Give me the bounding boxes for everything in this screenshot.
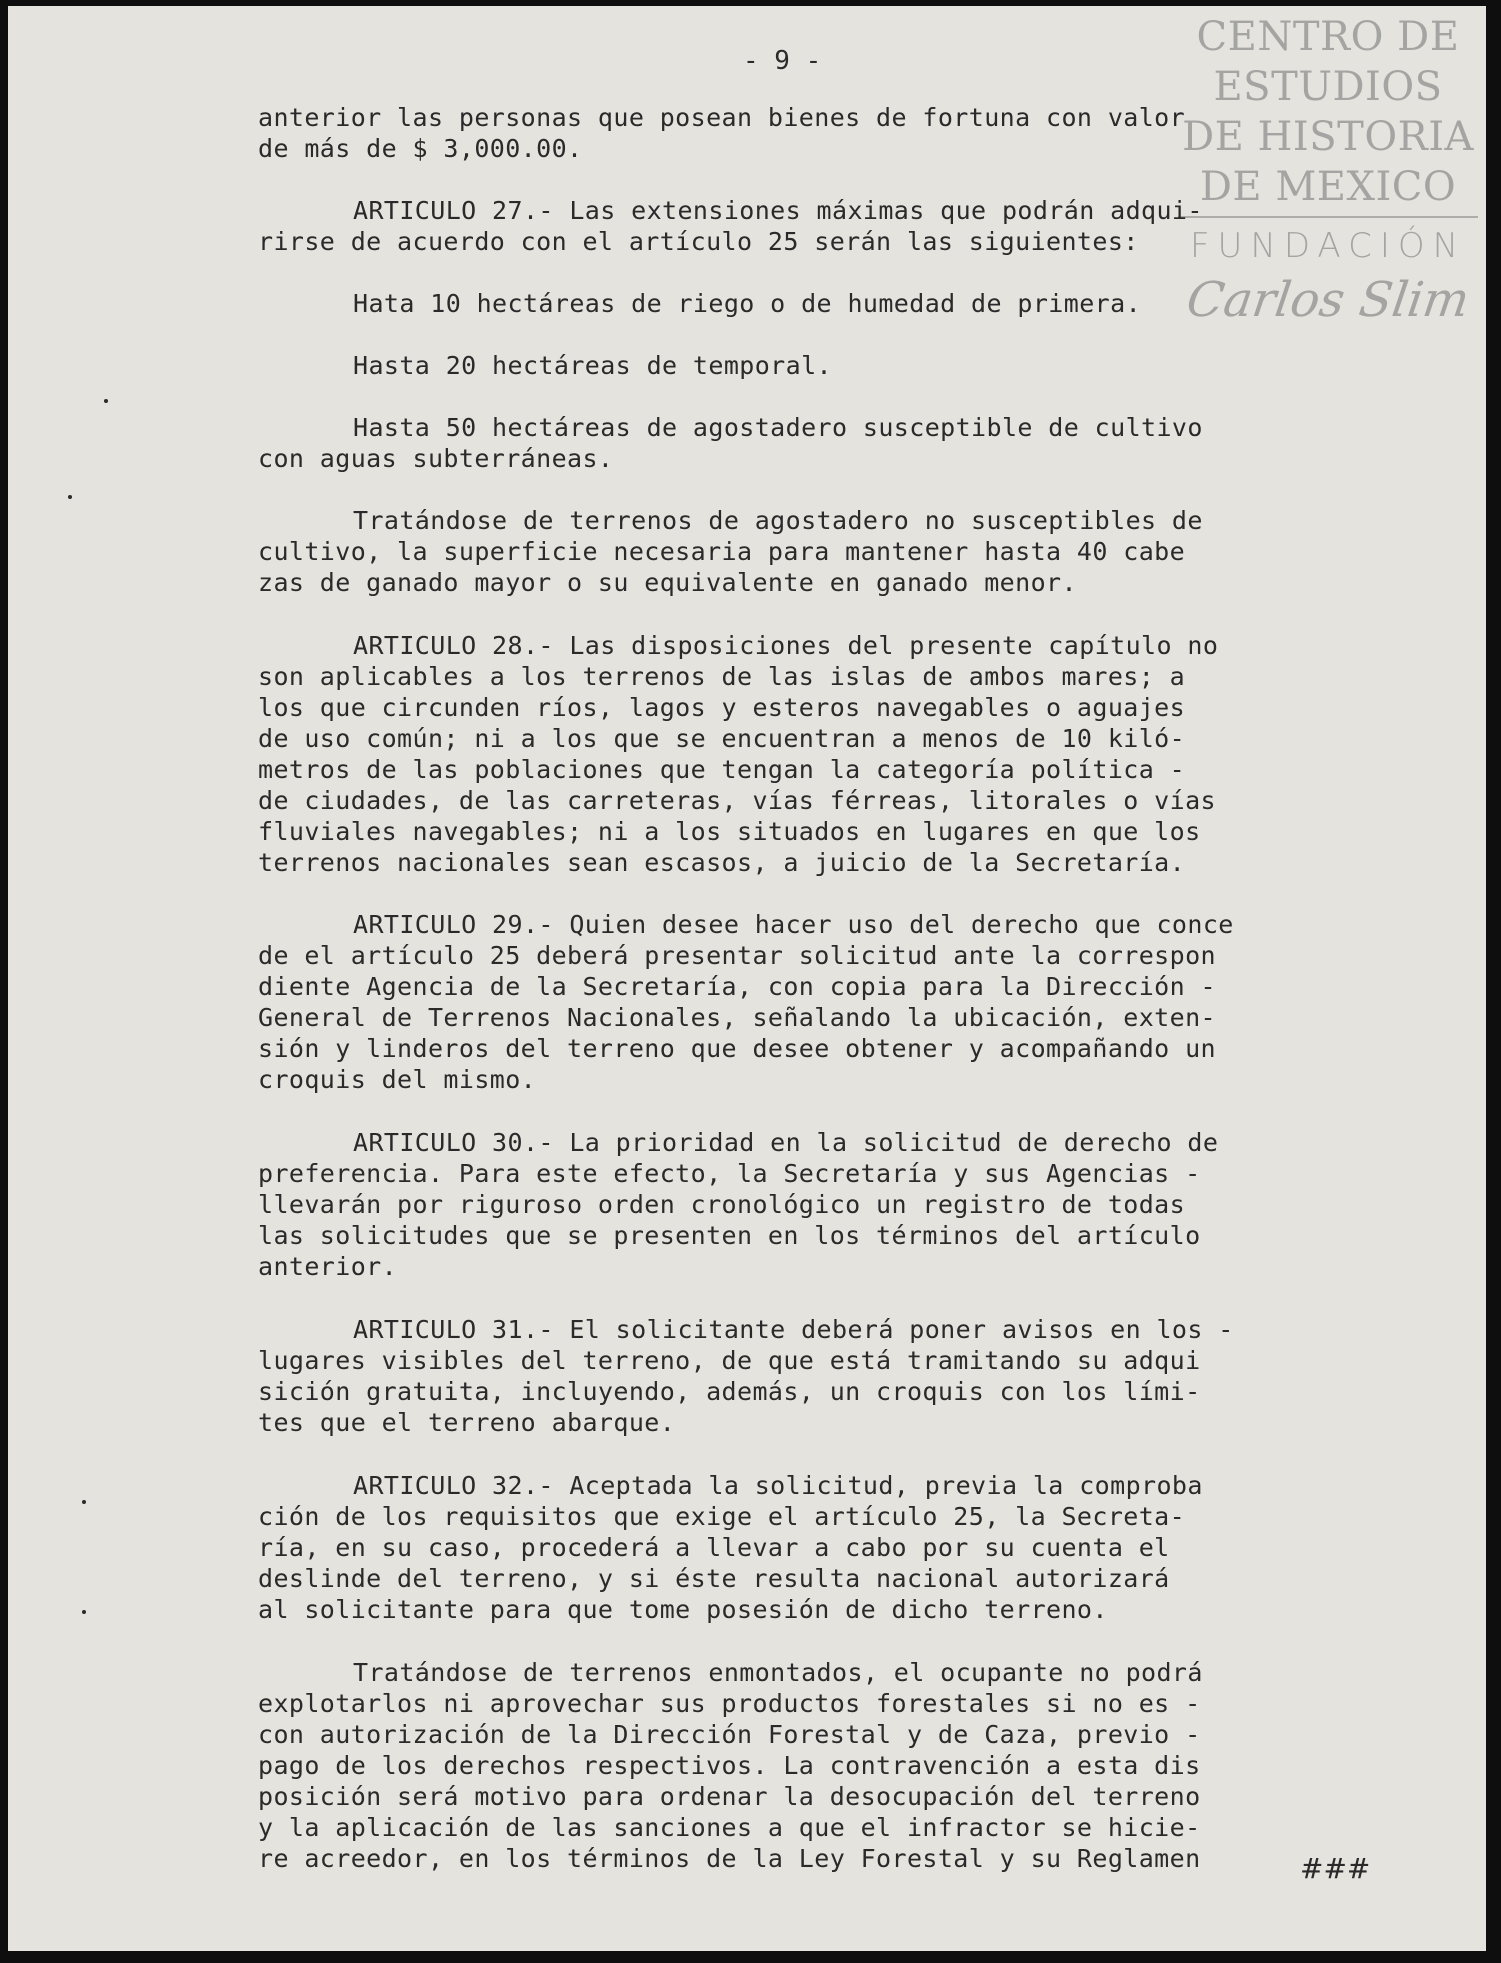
- text-line: ción de los requisitos que exige el artículo 25, la Secreta-: [258, 1502, 1186, 1531]
- text-line: Hasta 20 hectáreas de temporal.: [353, 351, 832, 380]
- text-line: de el artículo 25 deberá presentar solicitud ante la correspon: [258, 941, 1216, 970]
- text-line: con autorización de la Dirección Forestal y de Caza, previo -: [258, 1720, 1201, 1749]
- text-line: los que circunden ríos, lagos y esteros navegables o aguajes: [258, 693, 1186, 722]
- text-line: deslinde del terreno, y si éste resulta nacional autorizará: [258, 1564, 1170, 1593]
- margin-dot: [82, 1610, 86, 1614]
- margin-dot: [82, 1500, 86, 1504]
- text-line: Tratándose de terrenos de agostadero no susceptibles de: [353, 506, 1203, 535]
- text-line: las solicitudes que se presenten en los términos del artículo: [258, 1221, 1201, 1250]
- text-line: General de Terrenos Nacionales, señalando la ubicación, exten-: [258, 1003, 1216, 1032]
- text-line: de más de $ 3,000.00.: [258, 134, 583, 163]
- text-line: al solicitante para que tome posesión de dicho terreno.: [258, 1595, 1108, 1624]
- watermark-signature: Carlos Slim: [1183, 272, 1473, 328]
- text-line: rirse de acuerdo con el artículo 25 serán las siguientes:: [258, 227, 1139, 256]
- text-line: Tratándose de terrenos enmontados, el ocupante no podrá: [353, 1658, 1203, 1687]
- text-line: pago de los derechos respectivos. La contravención a esta dis: [258, 1751, 1201, 1780]
- text-line: de uso común; ni a los que se encuentran a menos de 10 kiló-: [258, 724, 1186, 753]
- text-line: son aplicables a los terrenos de las islas de ambos mares; a: [258, 662, 1186, 691]
- text-line: ARTICULO 28.- Las disposiciones del presente capítulo no: [353, 631, 1219, 660]
- watermark-foundation: FUNDACIÓN: [1189, 226, 1467, 266]
- text-line: terrenos nacionales sean escasos, a juicio de la Secretaría.: [258, 848, 1186, 877]
- text-line: Hata 10 hectáreas de riego o de humedad de primera.: [353, 289, 1142, 318]
- text-line: sición gratuita, incluyendo, además, un croquis con los lími-: [258, 1377, 1201, 1406]
- text-line: metros de las poblaciones que tengan la categoría política -: [258, 755, 1186, 784]
- text-line: ARTICULO 32.- Aceptada la solicitud, previa la comproba: [353, 1471, 1203, 1500]
- text-line: con aguas subterráneas.: [258, 444, 614, 473]
- text-line: fluviales navegables; ni a los situados en lugares en que los: [258, 817, 1201, 846]
- watermark-line-3: DE HISTORIA: [1182, 114, 1474, 160]
- text-line: croquis del mismo.: [258, 1065, 537, 1094]
- text-line: de ciudades, de las carreteras, vías férreas, litorales o vías: [258, 786, 1216, 815]
- text-line: anterior las personas que posean bienes de fortuna con valor: [258, 103, 1186, 132]
- text-line: zas de ganado mayor o su equivalente en ganado menor.: [258, 568, 1077, 597]
- text-line: cultivo, la superficie necesaria para mantener hasta 40 cabe: [258, 537, 1186, 566]
- text-line: diente Agencia de la Secretaría, con copia para la Dirección -: [258, 972, 1216, 1001]
- text-line: re acreedor, en los términos de la Ley Forestal y su Reglamen: [258, 1844, 1201, 1873]
- closing-mark: ###: [1300, 1852, 1371, 1885]
- watermark-line-4: DE MEXICO: [1199, 164, 1457, 210]
- text-line: ARTICULO 29.- Quien desee hacer uso del derecho que conce: [353, 910, 1234, 939]
- text-line: lugares visibles del terreno, de que está tramitando su adqui: [258, 1346, 1201, 1375]
- document-body: [8, 6, 1486, 1951]
- text-line: Hasta 50 hectáreas de agostadero susceptible de cultivo: [353, 413, 1203, 442]
- page-number: - 9 -: [743, 46, 822, 76]
- document-page: [8, 6, 1486, 1951]
- margin-dot: [104, 399, 108, 403]
- text-line: anterior.: [258, 1252, 398, 1281]
- text-line: llevarán por riguroso orden cronológico un registro de todas: [258, 1190, 1186, 1219]
- text-line: ría, en su caso, procederá a llevar a cabo por su cuenta el: [258, 1533, 1170, 1562]
- text-line: ARTICULO 31.- El solicitante deberá poner avisos en los -: [353, 1315, 1234, 1344]
- text-line: y la aplicación de las sanciones a que el infractor se hicie-: [258, 1813, 1201, 1842]
- text-line: sión y linderos del terreno que desee obtener y acompañando un: [258, 1034, 1216, 1063]
- text-line: explotarlos ni aprovechar sus productos forestales si no es -: [258, 1689, 1201, 1718]
- text-line: preferencia. Para este efecto, la Secretaría y sus Agencias -: [258, 1159, 1201, 1188]
- watermark-line-1: CENTRO DE: [1196, 14, 1460, 60]
- text-line: ARTICULO 30.- La prioridad en la solicitud de derecho de: [353, 1128, 1219, 1157]
- watermark-line-2: ESTUDIOS: [1213, 64, 1443, 110]
- text-line: tes que el terreno abarque.: [258, 1408, 676, 1437]
- text-line: posición será motivo para ordenar la desocupación del terreno: [258, 1782, 1201, 1811]
- margin-dot: [68, 495, 72, 499]
- text-line: ARTICULO 27.- Las extensiones máximas que podrán adqui-: [353, 196, 1203, 225]
